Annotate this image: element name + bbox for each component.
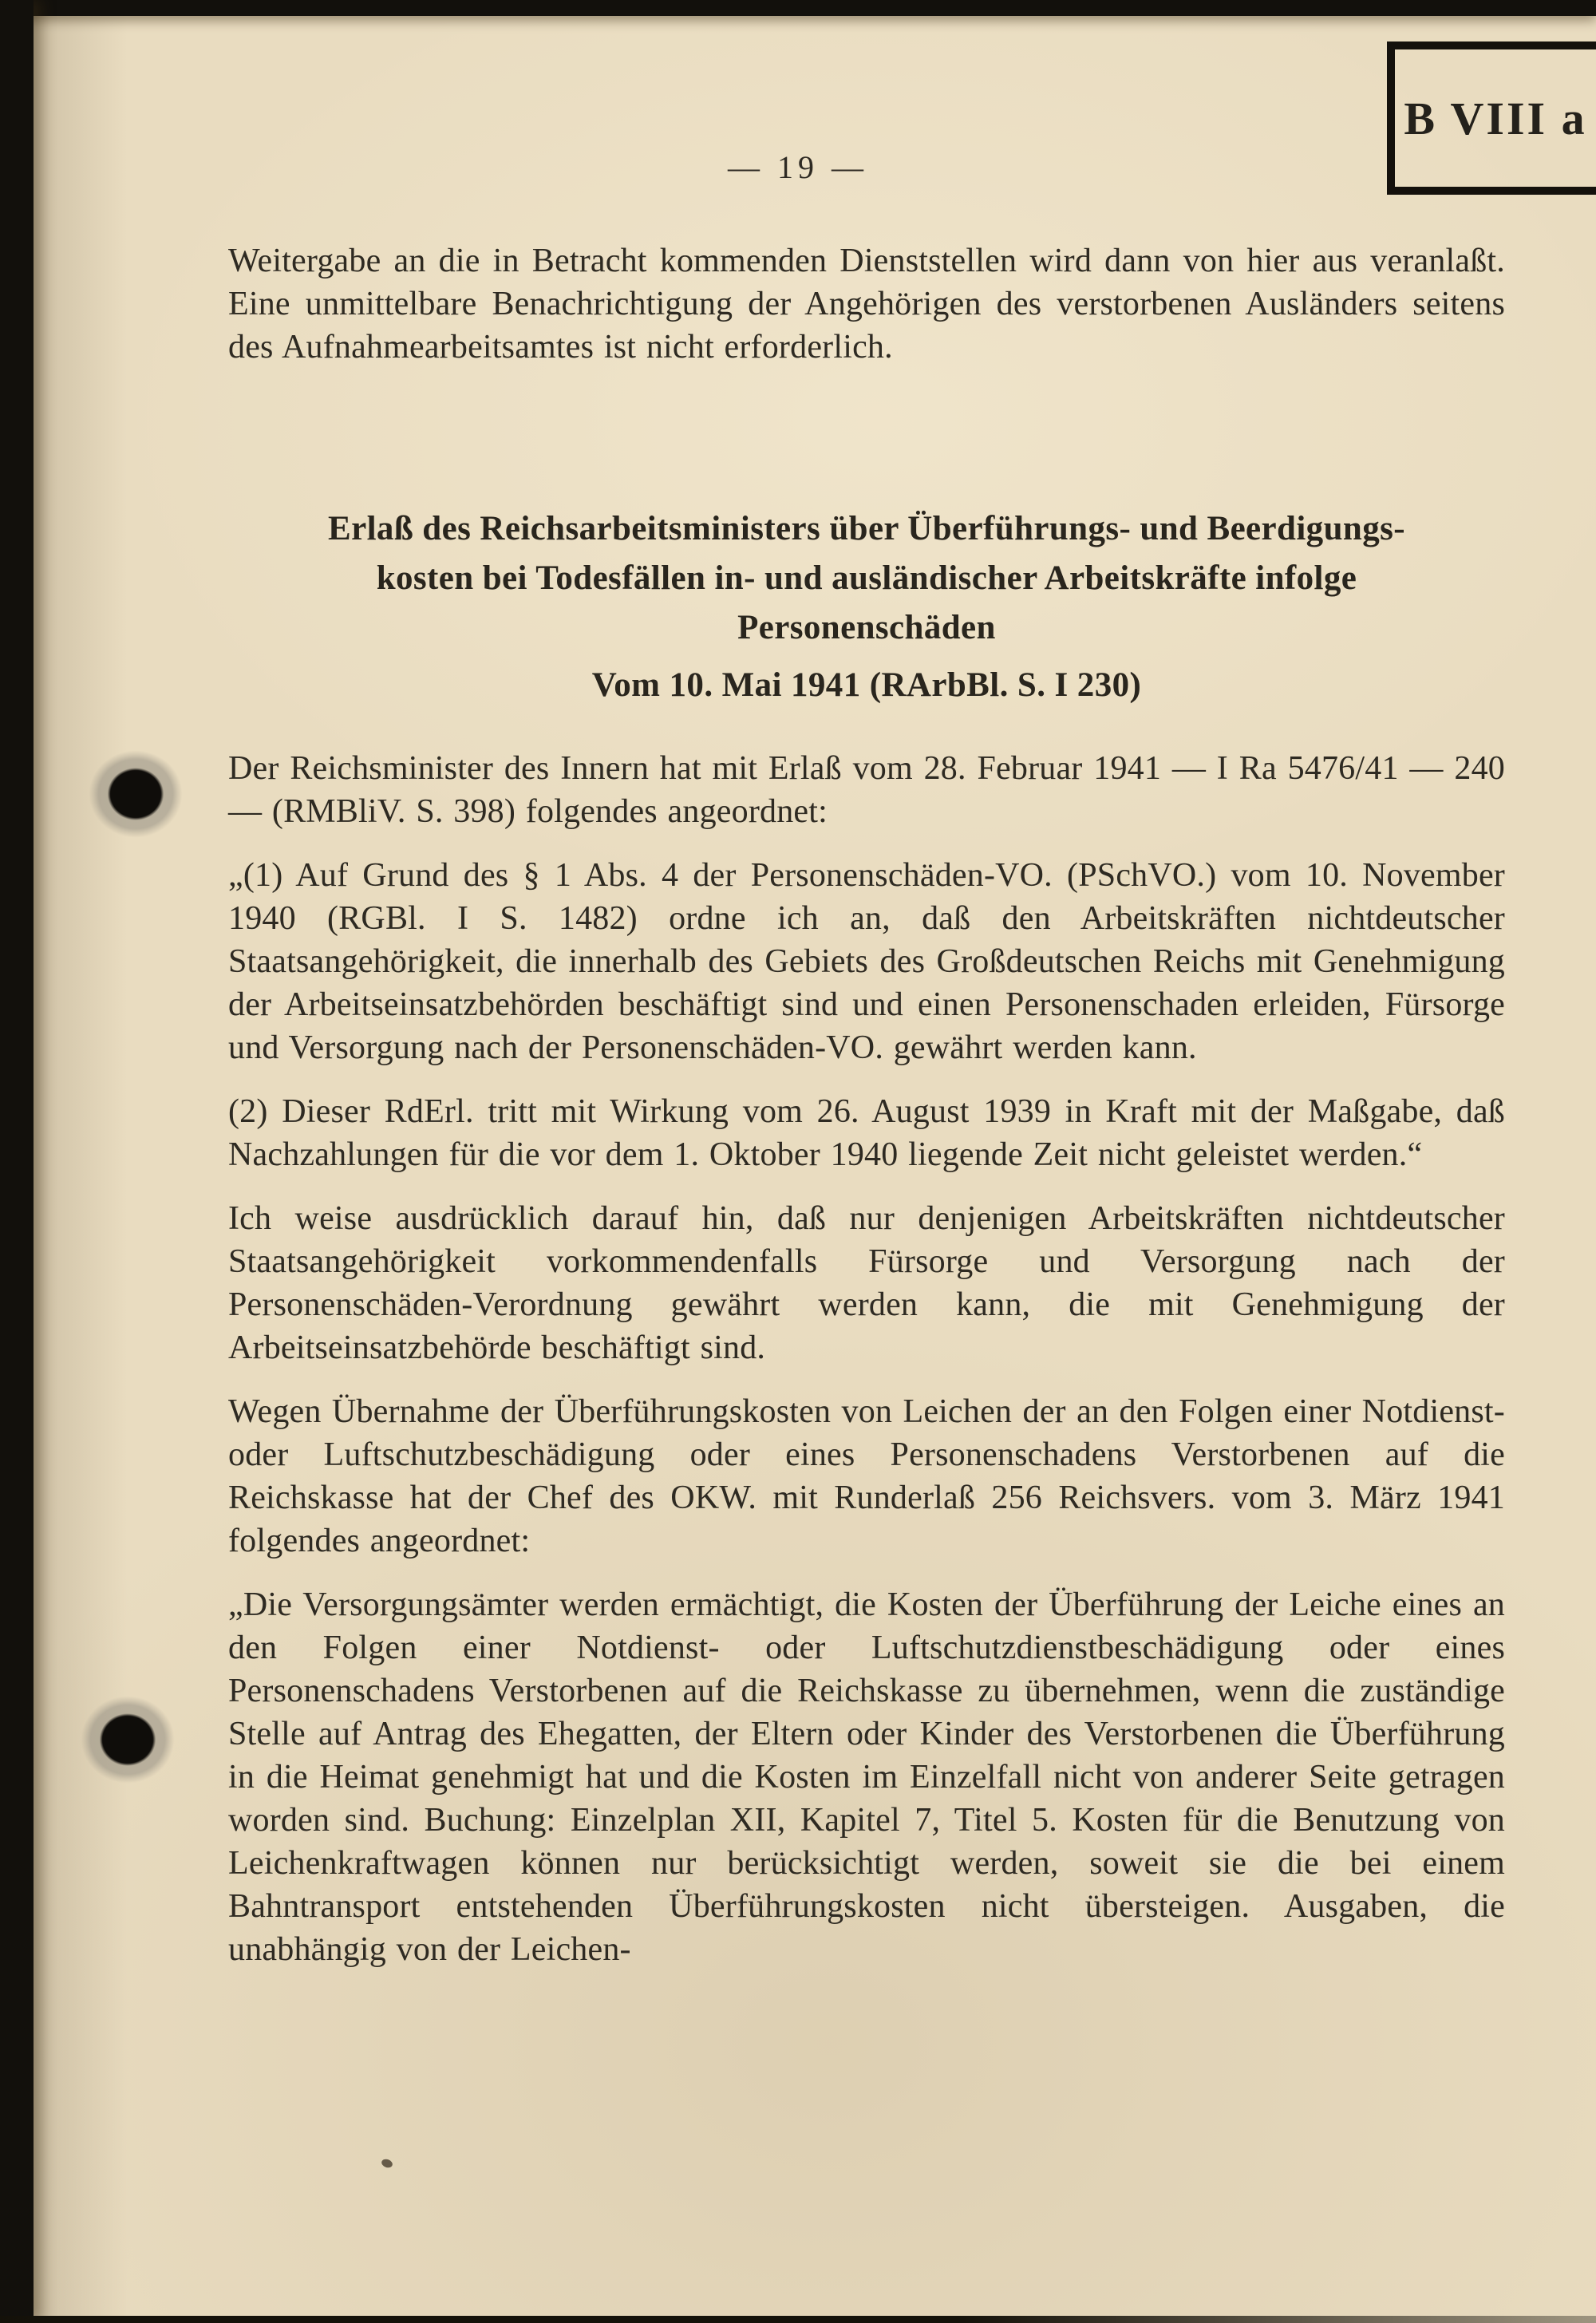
classification-label: B VIII a bbox=[1404, 92, 1587, 144]
scan-edge-bottom bbox=[0, 2316, 1596, 2323]
document-body bbox=[228, 239, 1505, 1992]
punch-hole-bottom bbox=[68, 1684, 188, 1796]
decree-title-line-3: Personenschäden bbox=[737, 609, 996, 646]
decree-heading bbox=[228, 504, 1505, 710]
body-paragraph-ordering: Der Reichsminister des Innern hat mit Erlaß vom 28. Februar 1941 — I Ra 5476/41 — 240 — (RMBliV. S. 398) folgendes angeordnet: bbox=[228, 750, 1505, 830]
body-paragraph-section-1: „(1) Auf Grund des § 1 Abs. 4 der Personenschäden-VO. (PSchVO.) vom 10. November 1940 (RGBl. I S. 1482) ordne ich an, daß den Arbeitskräften nichtdeutscher Staatsangehörigkeit, die innerhalb des Gebiets des Großdeutschen Reichs mit Genehmigung der Arbeitseinsatzbehörden beschäftigt sind und einen Personenschaden erleiden, Fürsorge und Versorgung nach der Personenschäden-VO. gewährt werden kann. bbox=[228, 857, 1505, 1066]
body-paragraph-okw-decree-text: „Die Versorgungsämter werden ermächtigt, die Kosten der Überführung der Leiche eines an den Folgen einer Notdienst- oder Luftschutzdienstbeschädigung oder eines Personenschadens Verstorbenen auf die Reichskasse zu übernehmen, wenn die zuständige Stelle auf Antrag des Ehegatten, der Eltern oder Kinder des Verstorbenen die Überführung in die Heimat genehmigt hat und die Kosten im Einzelfall nicht von anderer Seite getragen worden sind. Buchung: Einzelplan XII, Kapitel 7, Titel 5. Kosten für die Benutzung von Leichenkraftwagen können nur berücksichtigt werden, soweit sie die bei einem Bahntransport entstehenden Überführungskosten nicht übersteigen. Ausgaben, die unabhängig von der Leichen- bbox=[228, 1586, 1505, 1968]
page-number: — 19 — bbox=[728, 149, 868, 185]
body-paragraph-note: Ich weise ausdrücklich darauf hin, daß nur denjenigen Arbeitskräften nichtdeutscher Staatsangehörigkeit vorkommendenfalls Fürsorge und Versorgung nach der Personenschäden-Verordnung gewährt werden kann, die mit Genehmigung der Arbeitseinsatzbehörde beschäftigt sind. bbox=[228, 1200, 1505, 1366]
punch-hole-top bbox=[76, 738, 196, 850]
decree-date-line: Vom 10. Mai 1941 (RArbBl. S. I 230) bbox=[591, 666, 1142, 704]
body-paragraph-section-2: (2) Dieser RdErl. tritt mit Wirkung vom 26. August 1939 in Kraft mit der Maßgabe, daß Nachzahlungen für die vor dem 1. Oktober 1940 liegende Zeit nicht geleistet werden.“ bbox=[228, 1093, 1505, 1173]
ink-speck bbox=[381, 2158, 394, 2169]
decree-title-line-1: Erlaß des Reichsarbeitsministers über Überführungs- und Beerdigungs- bbox=[328, 510, 1405, 547]
scan-edge-left bbox=[0, 0, 34, 2323]
body-paragraph-okw-decree-intro: Wegen Übernahme der Überführungskosten von Leichen der an den Folgen einer Notdienst- oder Luftschutzbeschädigung oder eines Personenschadens Verstorbenen auf die Reichskasse hat der Chef des OKW. mit Runderlaß 256 Reichsvers. vom 3. März 1941 folgendes angeordnet: bbox=[228, 1393, 1505, 1559]
paragraph-intro: Weitergabe an die in Betracht kommenden Dienststellen wird dann von hier aus veranlaßt. Eine unmittelbare Benachrichtigung der Angehörigen des verstorbenen Ausländers seitens des Aufnahmearbeitsamtes ist nicht erforderlich. bbox=[228, 243, 1505, 365]
scan-edge-top bbox=[0, 0, 1596, 16]
decree-title-line-2: kosten bei Todesfällen in- und ausländischer Arbeitskräfte infolge bbox=[376, 559, 1357, 597]
